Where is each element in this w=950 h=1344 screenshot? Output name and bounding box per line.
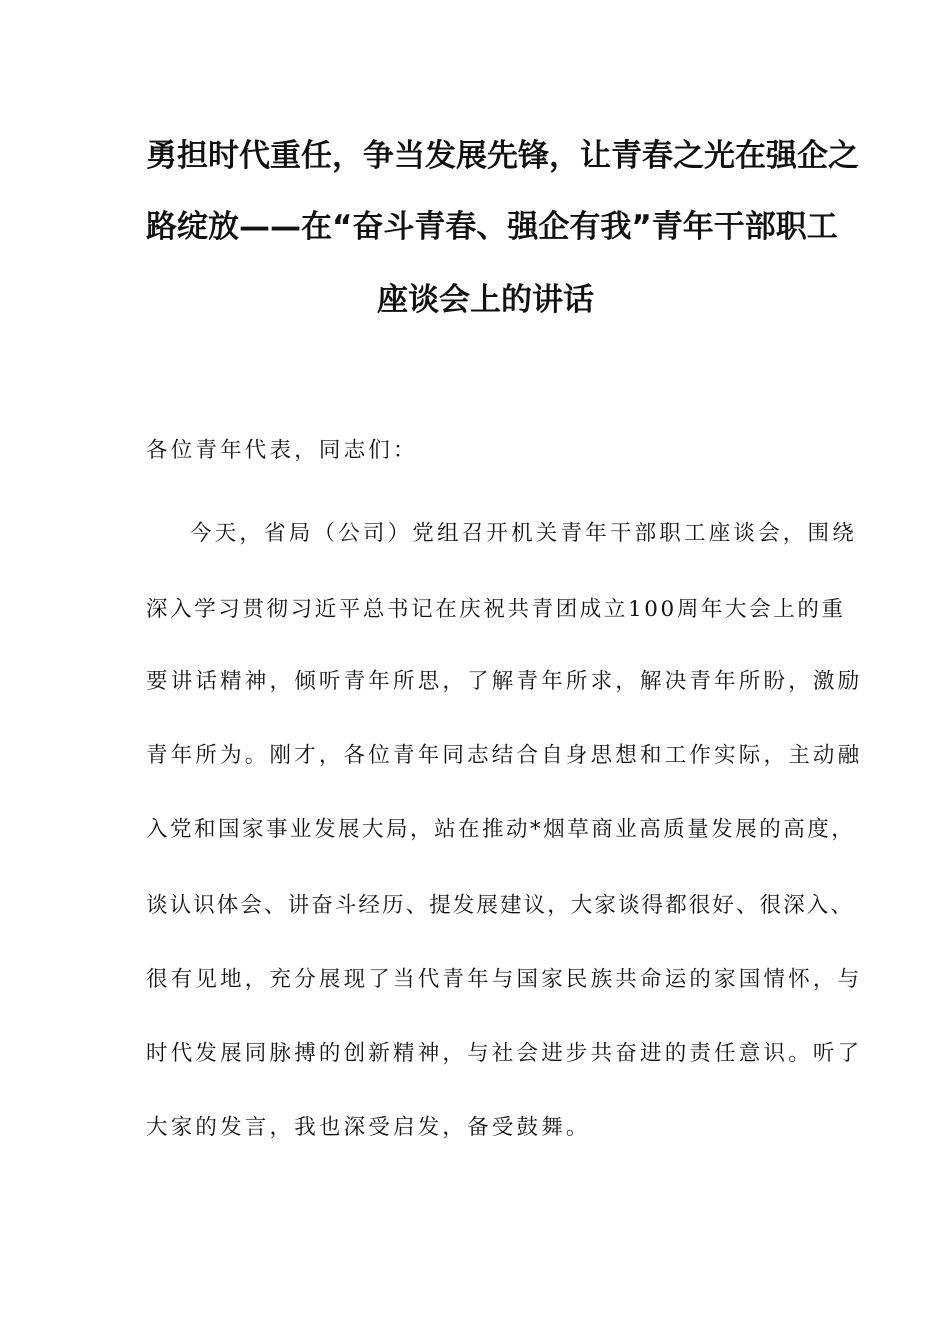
paragraph-line-2: 深入学习贯彻习近平总书记在庆祝共青团成立100周年大会上的重 xyxy=(146,597,846,622)
paragraph-line-1: 今天，省局（公司）党组召开机关青年干部职工座谈会，围绕 xyxy=(190,521,857,546)
paragraph-line-5: 入党和国家事业发展大局，站在推动*烟草商业高质量发展的高度， xyxy=(146,817,856,842)
paragraph-line-7: 很有见地，充分展现了当代青年与国家民族共命运的家国情怀，与 xyxy=(146,967,863,992)
title-line-2: 路绽放——在“奋斗青春、强企有我”青年干部职工 xyxy=(146,209,838,245)
title-line-1: 勇担时代重任，争当发展先锋，让青春之光在强企之 xyxy=(146,138,859,174)
title-line-3: 座谈会上的讲话 xyxy=(377,282,594,318)
salutation: 各位青年代表，同志们： xyxy=(146,438,418,463)
paragraph-line-6: 谈认识体会、讲奋斗经历、提发展建议，大家谈得都很好、很深入、 xyxy=(146,893,855,918)
paragraph-line-3: 要讲话精神，倾听青年所思，了解青年所求，解决青年所盼，激励 xyxy=(146,669,863,694)
paragraph-line-4: 青年所为。刚才，各位青年同志结合自身思想和工作实际，主动融 xyxy=(146,743,863,768)
paragraph-line-8: 时代发展同脉搏的创新精神，与社会进步共奋进的责任意识。听了 xyxy=(146,1041,863,1066)
paragraph-line-9: 大家的发言，我也深受启发，备受鼓舞。 xyxy=(146,1115,591,1140)
